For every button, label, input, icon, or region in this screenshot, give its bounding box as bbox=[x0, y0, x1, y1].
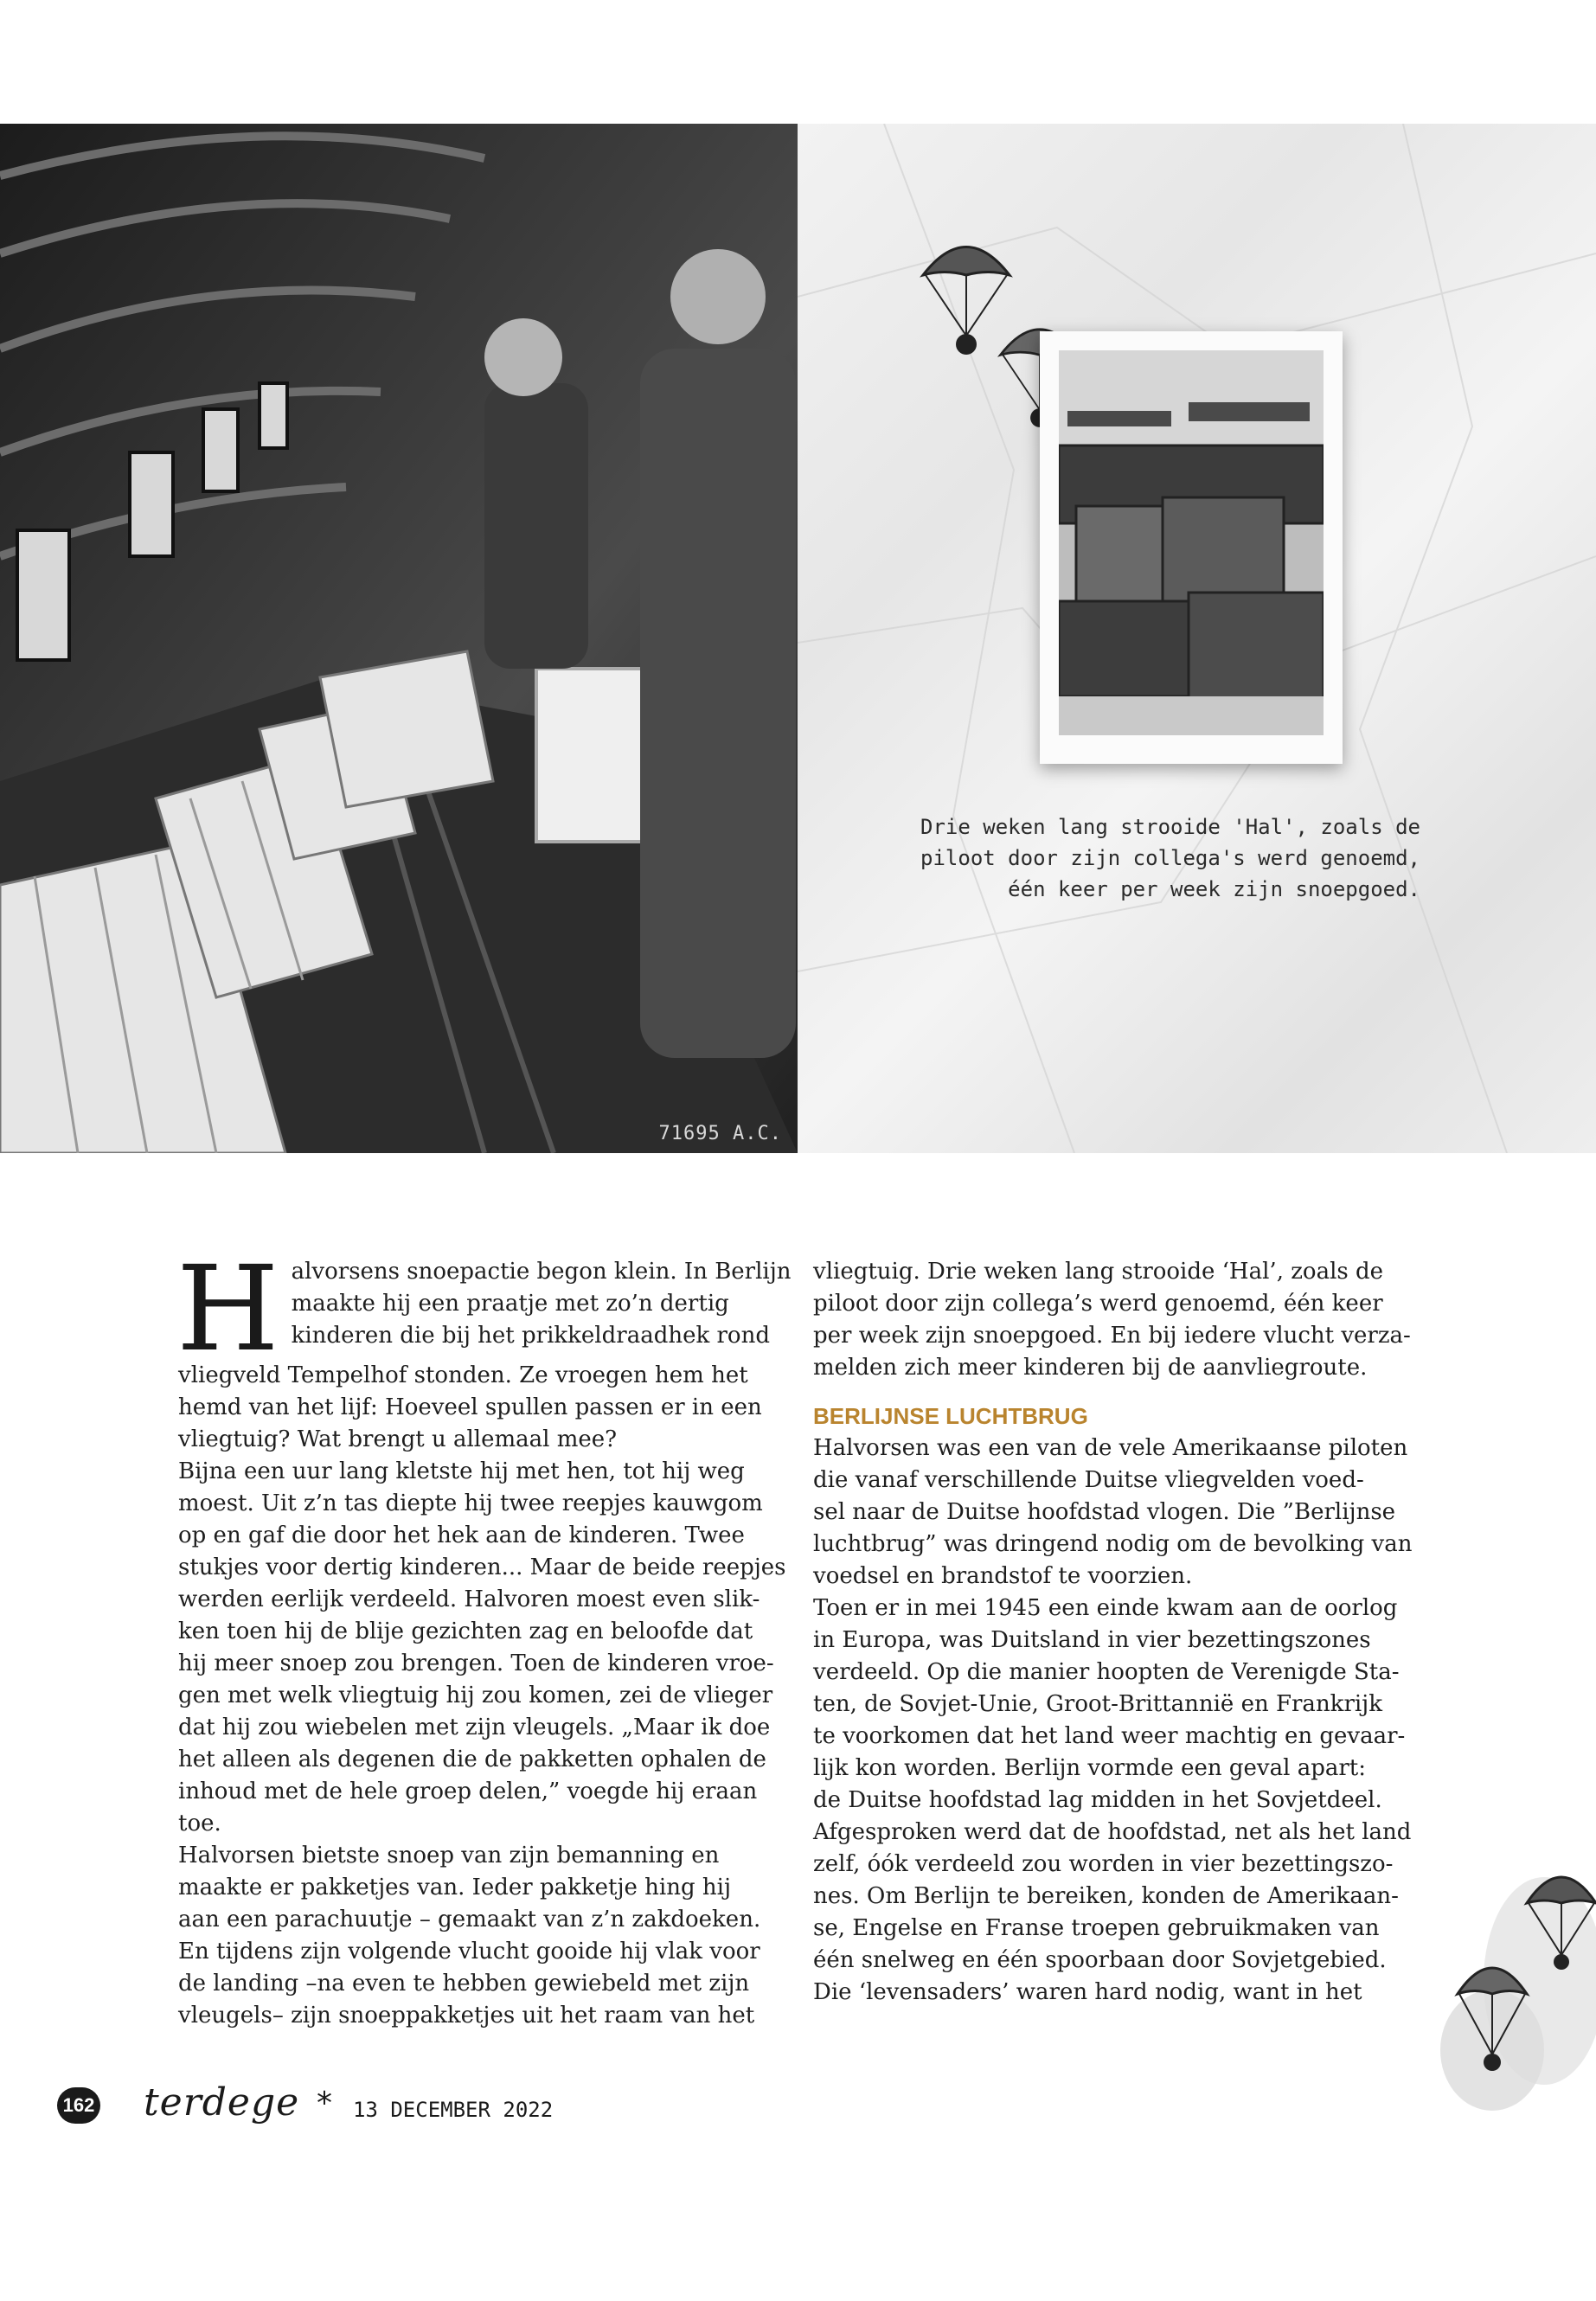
cargo-hold-illustration bbox=[0, 124, 798, 1153]
text-line: Bijna een uur lang kletste hij met hen, tot hij weg bbox=[178, 1458, 745, 1484]
text-line: de Duitse hoofdstad lag midden in het Sovjetdeel. bbox=[813, 1787, 1382, 1813]
text-line: se, Engelse en Franse troepen gebruikmaken van bbox=[813, 1915, 1380, 1941]
text-line: toe. bbox=[178, 1811, 221, 1836]
text-line: gen met welk vliegtuig hij zou komen, zei de vlieger bbox=[178, 1682, 773, 1708]
text-line: vliegtuig. Drie weken lang strooide ‘Hal’, zoals de bbox=[813, 1259, 1384, 1285]
photo-reference-code: 71695 A.C. bbox=[658, 1123, 782, 1144]
text-line: Halvorsen bietste snoep van zijn bemanning en bbox=[178, 1843, 720, 1868]
polaroid-photo bbox=[1040, 331, 1343, 764]
text-line: Halvorsen was een van de vele Amerikaanse piloten bbox=[813, 1435, 1408, 1461]
text-line: dat hij zou wiebelen met zijn vleugels. „Maar ik doe bbox=[178, 1715, 771, 1740]
hero-photo-cargo-hold bbox=[0, 124, 798, 1153]
text-line: ken toen hij de blije gezichten zag en beloofde dat bbox=[178, 1618, 753, 1644]
text-line: En tijdens zijn volgende vlucht gooide hij vlak voor bbox=[178, 1939, 760, 1965]
text-line: melden zich meer kinderen bij de aanvliegroute. bbox=[813, 1355, 1368, 1381]
text-line: vliegtuig? Wat brengt u allemaal mee? bbox=[178, 1426, 618, 1452]
text-line: maakte hij een praatje met zo’n dertig bbox=[291, 1291, 729, 1317]
article-column-right bbox=[813, 1256, 1419, 2009]
text-line: per week zijn snoepgoed. En bij iedere vlucht verza- bbox=[813, 1323, 1411, 1349]
section-subheading: BERLIJNSE LUCHTBRUG bbox=[813, 1403, 1088, 1429]
page-number: 162 bbox=[57, 2087, 100, 2124]
text-line: Afgesproken werd dat de hoofdstad, net als het land bbox=[813, 1819, 1412, 1845]
text-line: sel naar de Duitse hoofdstad vlogen. Die ”Berlijnse bbox=[813, 1499, 1396, 1525]
text-line: aan een parachuutje – gemaakt van z’n zakdoeken. bbox=[178, 1907, 761, 1932]
text-line: stukjes voor dertig kinderen... Maar de beide reepjes bbox=[178, 1554, 786, 1580]
article-column-left bbox=[176, 1241, 792, 2032]
text-line: te voorkomen dat het land weer machtig en gevaar- bbox=[813, 1723, 1406, 1749]
text-line: Toen er in mei 1945 een einde kwam aan de oorlog bbox=[813, 1595, 1398, 1621]
text-line: voedsel en brandstof te voorzien. bbox=[813, 1563, 1193, 1589]
caption-line: piloot door zijn collega's werd genoemd, bbox=[920, 846, 1420, 870]
text-line: verdeeld. Op die manier hoopten de Verenigde Sta- bbox=[813, 1659, 1400, 1685]
page-footer bbox=[57, 2080, 663, 2132]
text-line: hemd van het lijf: Hoeveel spullen passen er in een bbox=[178, 1394, 762, 1420]
text-line: in Europa, was Duitsland in vier bezettingszones bbox=[813, 1627, 1371, 1653]
text-line: vliegveld Tempelhof stonden. Ze vroegen hem het bbox=[178, 1362, 748, 1388]
text-line: die vanaf verschillende Duitse vliegvelden voed- bbox=[813, 1467, 1364, 1493]
drop-cap: H bbox=[176, 1241, 279, 1378]
text-line: het alleen als degenen die de pakketten ophalen de bbox=[178, 1747, 766, 1772]
text-line: de landing –na even te hebben gewiebeld met zijn bbox=[178, 1971, 750, 1997]
text-line: nes. Om Berlijn te bereiken, konden de Amerikaan- bbox=[813, 1883, 1399, 1909]
text-line: kinderen die bij het prikkeldraadhek rond bbox=[291, 1323, 770, 1349]
text-line: hij meer snoep zou brengen. Toen de kinderen vroe- bbox=[178, 1650, 774, 1676]
supply-crates-illustration bbox=[1059, 350, 1324, 735]
text-line: maakte er pakketjes van. Ieder pakketje hing hij bbox=[178, 1875, 732, 1900]
text-line: inhoud met de hele groep delen,” voegde hij eraan bbox=[178, 1779, 758, 1804]
text-line: luchtbrug” was dringend nodig om de bevolking van bbox=[813, 1531, 1413, 1557]
photo-caption bbox=[832, 811, 1420, 905]
text-line: werden eerlijk verdeeld. Halvoren moest even slik- bbox=[178, 1586, 760, 1612]
text-line: Die ‘levensaders’ waren hard nodig, want in het bbox=[813, 1979, 1362, 2005]
text-line: piloot door zijn collega’s werd genoemd, één keer bbox=[813, 1291, 1383, 1317]
caption-line: Drie weken lang strooide 'Hal', zoals de bbox=[920, 815, 1420, 839]
text-line: op en gaf die door het hek aan de kinderen. Twee bbox=[178, 1522, 745, 1548]
text-line: vleugels– zijn snoeppakketjes uit het raam van het bbox=[178, 2003, 755, 2029]
text-line: één snelweg en één spoorbaan door Sovjetgebied. bbox=[813, 1947, 1387, 1973]
issue-date: 13 DECEMBER 2022 bbox=[353, 2098, 554, 2122]
parachutes-decoration bbox=[1440, 1851, 1596, 2128]
separator-asterisk: * bbox=[317, 2086, 332, 2121]
text-line: ten, de Sovjet-Unie, Groot-Brittannië en Frankrijk bbox=[813, 1691, 1382, 1717]
text-line: moest. Uit z’n tas diepte hij twee reepjes kauwgom bbox=[178, 1490, 763, 1516]
paper-panel bbox=[798, 124, 1596, 1153]
text-line: zelf, óók verdeeld zou worden in vier bezettingszo- bbox=[813, 1851, 1394, 1877]
magazine-logo: terdege bbox=[144, 2080, 300, 2125]
supply-depot-photo bbox=[1059, 350, 1324, 735]
caption-line: één keer per week zijn snoepgoed. bbox=[1008, 877, 1420, 901]
text-line: lijk kon worden. Berlijn vormde een geval apart: bbox=[813, 1755, 1366, 1781]
text-line: alvorsens snoepactie begon klein. In Berlijn bbox=[291, 1259, 792, 1285]
